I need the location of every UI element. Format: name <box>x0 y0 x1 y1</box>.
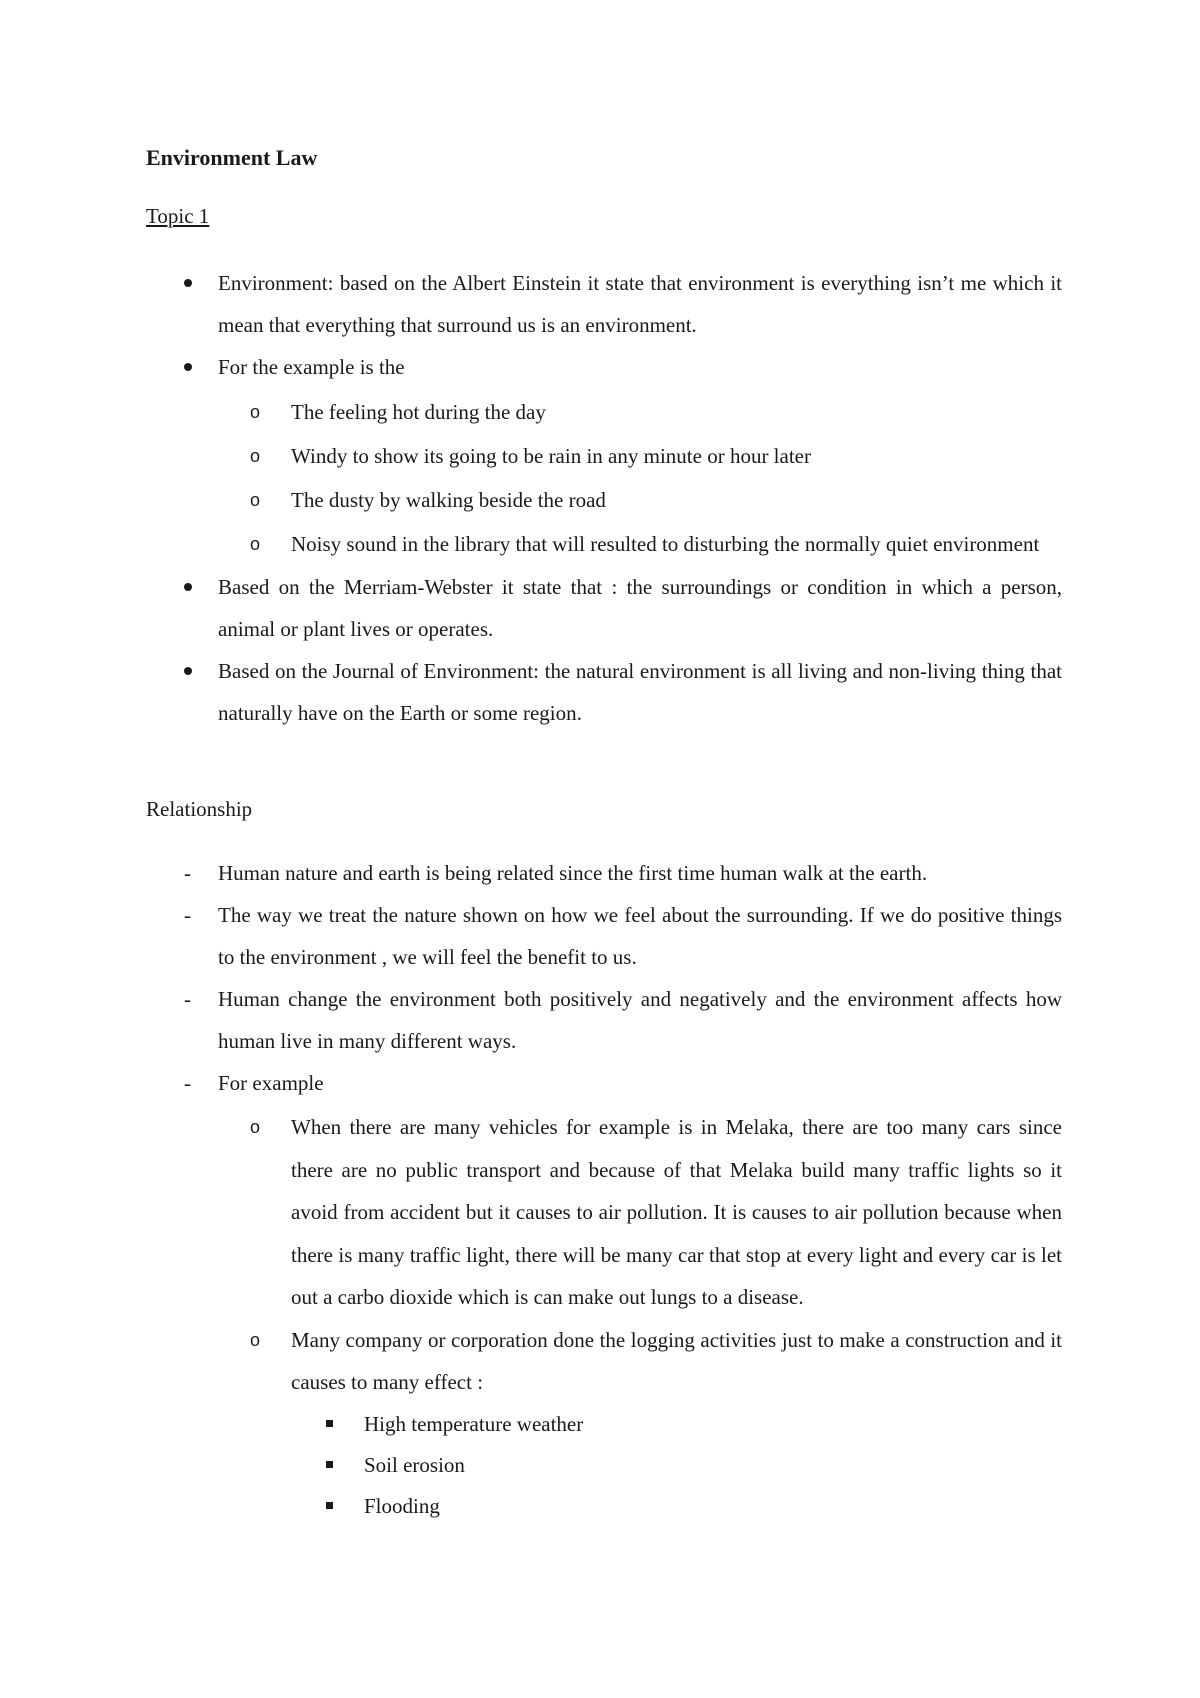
sub-list-item <box>146 1106 1062 1319</box>
list-item-text: Environment: based on the Albert Einstein it state that environment is everything isn’t me which it mean that everything that surround us is an environment. <box>218 271 1062 337</box>
circle-bullet-icon: o <box>250 1329 261 1350</box>
square-bullet-icon <box>326 1502 333 1509</box>
sub-list-item-text: The feeling hot during the day <box>291 400 546 424</box>
square-bullet-icon <box>326 1461 333 1468</box>
sub-list-item-text: The dusty by walking beside the road <box>291 488 606 512</box>
sub-list-item-text: Noisy sound in the library that will resulted to disturbing the normally quiet environment <box>291 532 1040 556</box>
example-sublist <box>146 390 1062 566</box>
circle-bullet-icon: o <box>250 402 261 422</box>
list-item <box>146 852 1062 894</box>
bullet-icon <box>184 667 192 675</box>
circle-bullet-icon: o <box>250 534 261 554</box>
dash-bullet: - <box>184 861 191 885</box>
sub-list-item-text: Many company or corporation done the logging activities just to make a construction and it causes to many effect : <box>291 1327 1062 1394</box>
list-item <box>146 346 1062 566</box>
list-item <box>146 650 1062 734</box>
bullet-icon <box>184 583 192 591</box>
circle-bullet-icon: o <box>250 490 261 510</box>
list-item-text: Based on the Merriam-Webster it state that : the surroundings or condition in which a person, animal or plant lives or operates. <box>218 575 1062 641</box>
list-item <box>146 894 1062 978</box>
list-item-text: Based on the Journal of Environment: the natural environment is all living and non-living thing that naturally have on the Earth or some region. <box>218 659 1062 725</box>
sub-list-item <box>146 478 1062 522</box>
list-item <box>146 566 1062 650</box>
list-item-text: The way we treat the nature shown on how we feel about the surrounding. If we do positive things to the environment , we will feel the benefit to us. <box>218 903 1062 969</box>
effects-sublist <box>146 1404 1062 1527</box>
effect-item-text: High temperature weather <box>364 1411 584 1436</box>
bullet-icon <box>184 279 192 287</box>
bullet-icon <box>184 363 192 371</box>
list-item <box>146 978 1062 1062</box>
list-item <box>146 1062 1062 1527</box>
sub-list-item <box>146 522 1062 566</box>
circle-bullet-icon: o <box>250 1117 261 1137</box>
sub-list-item <box>146 390 1062 434</box>
document-title: Environment Law <box>146 145 318 170</box>
list-item-text: For the example is the <box>218 355 405 379</box>
example-sublist <box>146 1106 1062 1527</box>
relationship-list <box>146 852 1062 1527</box>
list-item-text: For example <box>218 1071 324 1095</box>
sub-list-item <box>146 434 1062 478</box>
list-item <box>146 262 1062 346</box>
effect-item-text: Flooding <box>364 1493 440 1518</box>
effect-item <box>146 1445 1062 1486</box>
dash-bullet: - <box>184 1071 191 1095</box>
sub-list-item-text: Windy to show its going to be rain in any minute or hour later <box>291 444 811 468</box>
sub-list-item-text: When there are many vehicles for example is in Melaka, there are too many cars since there are no public transport and because of that Melaka build many traffic lights so it avoid from accident but it causes to air pollution. It is causes to air pollution because when there is many traffic light, there will be many car that stop at every light and every car is let out a carbo dioxide which is can make out lungs to a disease. <box>291 1115 1062 1309</box>
effect-item-text: Soil erosion <box>364 1452 465 1477</box>
list-item-text: Human change the environment both positively and negatively and the environment affects how human live in many different ways. <box>218 987 1062 1053</box>
square-bullet-icon <box>326 1420 333 1427</box>
dash-bullet: - <box>184 987 191 1011</box>
dash-bullet: - <box>184 903 191 927</box>
list-item-text: Human nature and earth is being related since the first time human walk at the earth. <box>218 861 928 885</box>
effect-item <box>146 1404 1062 1445</box>
topic-heading: Topic 1 <box>146 204 210 228</box>
definition-list <box>146 262 1062 734</box>
sub-list-item <box>146 1319 1062 1527</box>
effect-item <box>146 1486 1062 1527</box>
relationship-heading: Relationship <box>146 797 253 821</box>
circle-bullet-icon: o <box>250 446 261 466</box>
